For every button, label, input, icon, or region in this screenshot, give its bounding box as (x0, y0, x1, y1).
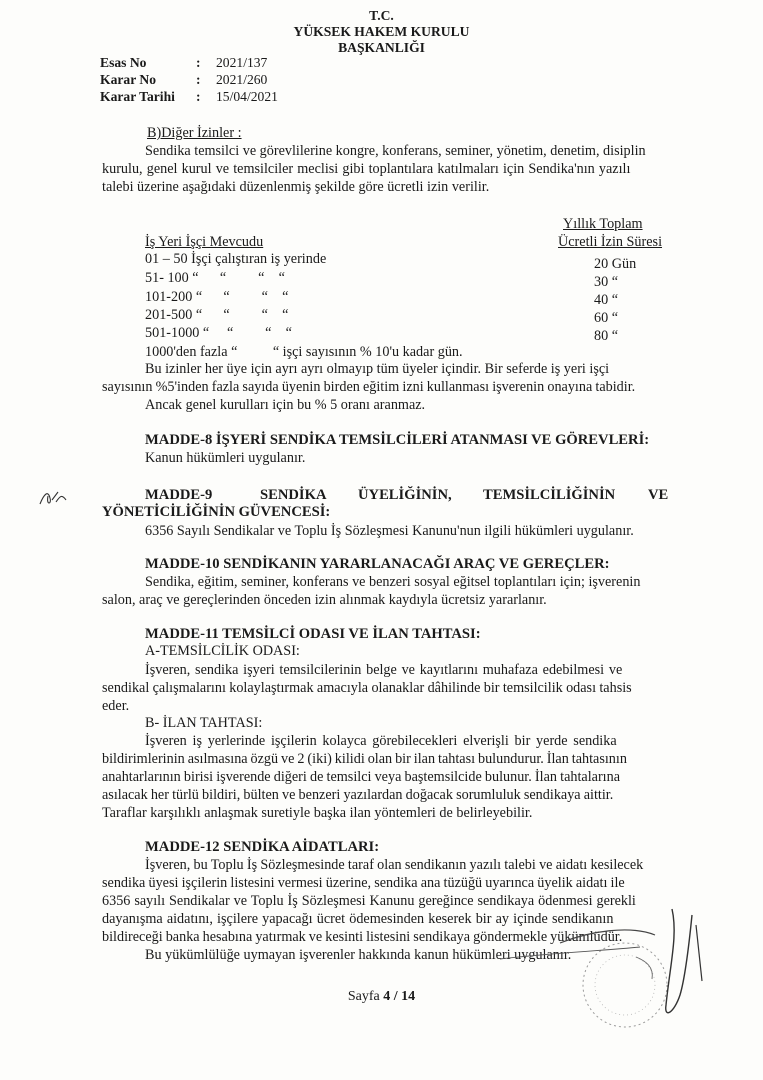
madde9-word: TEMSİLCİLİĞİNİN (483, 487, 616, 503)
madde12-line6: Bu yükümlülüğe uymayan işverenler hakkında kanun hükümleri uygulanır. (145, 947, 572, 963)
signature-stamp-mark (440, 895, 740, 1045)
table-col2-header-line2: Ücretli İzin Süresi (558, 234, 663, 250)
madde9-word: ÜYELİĞİNİN, (358, 487, 452, 503)
table-row-days: 20 Gün (594, 256, 637, 272)
header-institution: YÜKSEK HAKEM KURULU (293, 24, 470, 39)
header-tc: T.C. (369, 8, 394, 23)
table-row-range: 51- 100 “ “ “ “ (145, 270, 285, 286)
page-number: 4 / 14 (383, 989, 416, 1004)
table-last-row: 1000'den fazla “ “ işçi sayısının % 10'u kadar gün. (145, 344, 463, 360)
madde9-word: SENDİKA (260, 487, 327, 503)
madde10-line1: Sendika, eğitim, seminer, konferans ve benzeri sosyal eğitsel toplantıları için; işverenin (145, 574, 641, 590)
header-presidency: BAŞKANLIĞI (338, 40, 425, 55)
karar-colon: : (196, 72, 201, 87)
madde12-line5: bildireceği banka hesabına yatırmak ve kesinti listesini sendikaya göndermekle yükümlüdür. (102, 929, 623, 945)
madde11-sub-b: B- İLAN TAHTASI: (145, 715, 263, 731)
table-col1-header: İş Yeri İşçi Mevcudu (145, 234, 264, 250)
esas-label: Esas No (100, 55, 147, 70)
madde9-word: VE (648, 487, 669, 503)
section-b-line1: Sendika temsilci ve görevlilerine kongre, konferans, seminer, yönetim, denetim, disiplin (145, 143, 646, 159)
madde11-title: MADDE-11 TEMSİLCİ ODASI VE İLAN TAHTASI: (145, 626, 481, 642)
madde9-body: 6356 Sayılı Sendikalar ve Toplu İş Sözleşmesi Kanunu'nun ilgili hükümleri uygulanır. (145, 523, 634, 539)
table-row-days: 40 “ (594, 292, 619, 308)
madde8-body: Kanun hükümleri uygulanır. (145, 450, 306, 466)
madde11-a-line1: İşveren, sendika işyeri temsilcilerinin belge ve kayıtlarını muhafaza edebilmesi ve (145, 662, 623, 678)
table-row-range: 101-200 “ “ “ “ (145, 289, 289, 305)
section-b-line3: talebi üzerine aşağıdaki düzenlenmiş şekilde göre ücretli izin verilir. (102, 179, 490, 195)
madde11-sub-a: A-TEMSİLCİLİK ODASI: (145, 643, 300, 659)
madde11-b-line1: İşveren iş yerlerinde işçilerin kolayca görebilecekleri elverişli bir yerde sendika (145, 733, 617, 749)
notes-line1: Bu izinler her üye için ayrı ayrı olmayıp tüm üyeler içindir. Bir seferde iş yeri işçi (145, 361, 610, 377)
table-row-days: 30 “ (594, 274, 619, 290)
tarih-label: Karar Tarihi (100, 89, 175, 104)
madde11-b-line3: anahtarlarının birisi işverende diğeri de temsilci veya baştemsilcide bulunur. İlan tahtalarına (102, 769, 620, 785)
madde11-b-line5: Taraflar karşılıklı anlaşmak suretiyle başka ilan yöntemleri de belirleyebilir. (102, 805, 533, 821)
madde9-title-line2: YÖNETİCİLİĞİNİN GÜVENCESİ: (102, 504, 331, 520)
madde12-line1: İşveren, bu Toplu İş Sözleşmesinde taraf olan sendikanın yazılı talebi ve aidatı kesilecek (145, 857, 644, 873)
section-b-title: B)Diğer İzinler : (147, 125, 242, 141)
madde11-b-line4: asılacak her türlü bildiri, bülten ve benzeri yazılardan doğacak sorumluluk sendikaya aittir. (102, 787, 614, 803)
notes-line3: Ancak genel kurulları için bu % 5 oranı aranmaz. (145, 397, 426, 413)
esas-colon: : (196, 55, 201, 70)
notes-line2: sayısının %5'inden fazla sayıda üyenin birden eğitim izni kullanması işverenin onayına tabidir. (102, 379, 636, 395)
table-row-days: 80 “ (594, 328, 619, 344)
madde11-a-line3: eder. (102, 698, 130, 714)
esas-value: 2021/137 (216, 55, 268, 70)
page-label: Sayfa (347, 989, 380, 1004)
karar-value: 2021/260 (216, 72, 268, 87)
karar-label: Karar No (100, 72, 157, 87)
madde10-title: MADDE-10 SENDİKANIN YARARLANACAĞI ARAÇ VE GEREÇLER: (145, 556, 610, 572)
madde11-b-line2: bildirimlerinin asılmasına özgü ve 2 (iki) kilidi olan bir ilan tahtası bulundurur. İlan tahtasının (102, 751, 627, 767)
tarih-colon: : (196, 89, 201, 104)
madde9-word: MADDE-9 (145, 487, 213, 503)
madde12-line3: 6356 sayılı Sendikalar ve Toplu İş Sözleşmesi Kanunu gereğince sendikaya ödenmesi gerekli (102, 893, 636, 909)
handwritten-initial-mark (36, 482, 70, 512)
page-footer (0, 988, 763, 1006)
table-row-range: 501-1000 “ “ “ “ (145, 325, 292, 341)
table-col2-header-line1: Yıllık Toplam (563, 216, 643, 232)
table-row-range: 201-500 “ “ “ “ (145, 307, 289, 323)
madde10-line2: salon, araç ve gereçlerinden önceden izin alınmak kaydıyla ücretsiz yararlanır. (102, 592, 547, 608)
tarih-value: 15/04/2021 (216, 89, 278, 104)
table-row-range: 01 – 50 İşçi çalıştıran iş yerinde (145, 251, 327, 267)
table-row-days: 60 “ (594, 310, 619, 326)
madde12-line2: sendika üyesi işçilerin listesini vermesi üzerine, sendika ana tüzüğü uyarınca üyelik aidatı ile (102, 875, 625, 891)
section-b-line2: kurulu, genel kurul ve temsilciler meclisi gibi toplantılara katılmaları için Sendika'nın yazılı (102, 161, 631, 177)
madde11-a-line2: sendikal çalışmalarını kolaylaştırmak amacıyla olanaklar dâhilinde bir temsilcilik odası tahsis (102, 680, 632, 696)
madde12-line4: dayanışma aidatını, işçilere yapacağı ücret ödemesinden keserek bir ay içinde sendikanın (102, 911, 614, 927)
madde12-title: MADDE-12 SENDİKA AİDATLARI: (145, 839, 380, 855)
madde8-title: MADDE-8 İŞYERİ SENDİKA TEMSİLCİLERİ ATANMASI VE GÖREVLERİ: (145, 432, 650, 448)
